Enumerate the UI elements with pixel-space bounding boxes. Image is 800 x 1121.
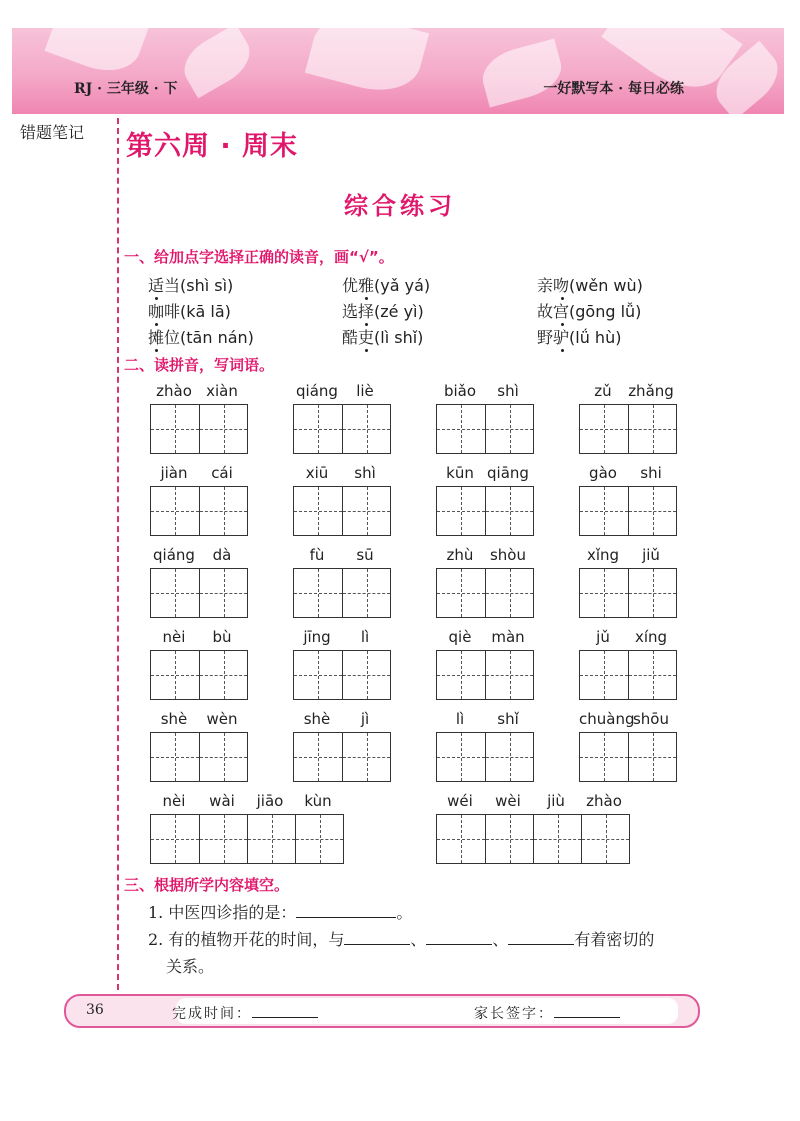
- writing-cell[interactable]: [437, 487, 485, 535]
- writing-cell[interactable]: [581, 815, 629, 863]
- pinyin-group: xiū shì: [293, 462, 391, 536]
- writing-cell[interactable]: [485, 651, 533, 699]
- q1-item: 亲吻(wěn wù): [537, 276, 643, 295]
- pinyin-group: zhào xiàn: [150, 380, 248, 454]
- writing-cell[interactable]: [628, 405, 676, 453]
- q1-item: 选择(zé yì): [342, 302, 424, 321]
- writing-cell[interactable]: [151, 487, 199, 535]
- answer-blank[interactable]: [508, 930, 574, 945]
- writing-cell[interactable]: [294, 487, 342, 535]
- writing-cell[interactable]: [247, 815, 295, 863]
- writing-cell[interactable]: [151, 733, 199, 781]
- pinyin-group: xǐng jiǔ: [579, 544, 677, 618]
- writing-cell[interactable]: [342, 651, 390, 699]
- finish-time: 完成时间：: [172, 1003, 318, 1023]
- header-banner: [12, 28, 784, 114]
- pinyin-group: jiàn cái: [150, 462, 248, 536]
- pinyin-group: qiáng liè: [293, 380, 391, 454]
- q1-item: 咖啡(kā lā): [148, 302, 231, 321]
- writing-cell[interactable]: [199, 487, 247, 535]
- pinyin-group: wéi wèi jiù zhào: [436, 790, 630, 864]
- q1-item: 故宫(gōng lǚ): [537, 302, 642, 321]
- answer-blank[interactable]: [344, 930, 410, 945]
- writing-cell[interactable]: [533, 815, 581, 863]
- writing-cell[interactable]: [294, 405, 342, 453]
- writing-cell[interactable]: [294, 733, 342, 781]
- answer-blank[interactable]: [426, 930, 492, 945]
- writing-cell[interactable]: [580, 487, 628, 535]
- writing-cell[interactable]: [628, 487, 676, 535]
- series-label: 一好默写本 · 每日必练: [543, 81, 684, 97]
- question-2-continued: 关系。: [166, 957, 215, 976]
- emphasis-dot: [365, 349, 368, 352]
- writing-cell[interactable]: [437, 733, 485, 781]
- writing-cell[interactable]: [485, 569, 533, 617]
- writing-cell[interactable]: [199, 569, 247, 617]
- emphasis-dot: [155, 349, 158, 352]
- pinyin-group: nèi wài jiāo kùn: [150, 790, 344, 864]
- pinyin-group: zǔ zhǎng: [579, 380, 677, 454]
- error-notes-label: 错题笔记: [20, 123, 85, 142]
- writing-cell[interactable]: [485, 405, 533, 453]
- writing-cell[interactable]: [580, 569, 628, 617]
- question-1: 1. 中医四诊指的是： 。: [148, 903, 413, 922]
- writing-cell[interactable]: [437, 569, 485, 617]
- pinyin-group: gào shi: [579, 462, 677, 536]
- question-2: 2. 有的植物开花的时间，与 、 、 有着密切的: [148, 930, 655, 949]
- pinyin-group: shè jì: [293, 708, 391, 782]
- q1-item: 优雅(yǎ yá): [342, 276, 431, 295]
- week-title: 第六周 · 周末: [126, 131, 299, 162]
- writing-cell[interactable]: [151, 405, 199, 453]
- pinyin-group: biǎo shì: [436, 380, 534, 454]
- margin-divider: [117, 118, 119, 990]
- emphasis-dot: [561, 349, 564, 352]
- section2-heading: 二、读拼音，写词语。: [124, 356, 275, 374]
- writing-cell[interactable]: [628, 733, 676, 781]
- writing-cell[interactable]: [151, 569, 199, 617]
- signature-blank[interactable]: [554, 1005, 620, 1018]
- section3-heading: 三、根据所学内容填空。: [124, 876, 290, 894]
- finish-time-blank[interactable]: [252, 1005, 318, 1018]
- page-title: 综合练习: [344, 192, 456, 220]
- pinyin-group: qiè màn: [436, 626, 534, 700]
- writing-cell[interactable]: [151, 815, 199, 863]
- writing-cell[interactable]: [485, 487, 533, 535]
- parent-signature: 家长签字：: [474, 1003, 620, 1023]
- writing-cell[interactable]: [437, 651, 485, 699]
- q1-item: 酷吏(lì shǐ): [342, 328, 424, 347]
- writing-cell[interactable]: [294, 651, 342, 699]
- writing-cell[interactable]: [628, 569, 676, 617]
- q1-item: 摊位(tān nán): [148, 328, 254, 347]
- pinyin-group: lì shǐ: [436, 708, 534, 782]
- writing-cell[interactable]: [342, 733, 390, 781]
- pinyin-group: qiáng dà: [150, 544, 248, 618]
- writing-cell[interactable]: [294, 569, 342, 617]
- q1-item: 野驴(lǘ hù): [537, 328, 622, 347]
- writing-cell[interactable]: [437, 815, 485, 863]
- writing-cell[interactable]: [199, 733, 247, 781]
- section1-heading: 一、给加点字选择正确的读音，画“√”。: [124, 248, 394, 266]
- pinyin-group: nèi bù: [150, 626, 248, 700]
- q1-item: 适当(shì sì): [148, 276, 234, 295]
- writing-cell[interactable]: [199, 651, 247, 699]
- grade-label: RJ · 三年级 · 下: [74, 81, 178, 97]
- pinyin-group: fù sū: [293, 544, 391, 618]
- writing-cell[interactable]: [437, 405, 485, 453]
- writing-cell[interactable]: [628, 651, 676, 699]
- writing-cell[interactable]: [580, 405, 628, 453]
- writing-cell[interactable]: [485, 815, 533, 863]
- pinyin-group: jīng lì: [293, 626, 391, 700]
- writing-cell[interactable]: [485, 733, 533, 781]
- writing-cell[interactable]: [580, 733, 628, 781]
- writing-cell[interactable]: [342, 405, 390, 453]
- writing-cell[interactable]: [151, 651, 199, 699]
- writing-cell[interactable]: [295, 815, 343, 863]
- answer-blank[interactable]: [296, 903, 396, 918]
- pinyin-group: jǔ xíng: [579, 626, 677, 700]
- writing-cell[interactable]: [342, 569, 390, 617]
- page-number: 36: [86, 1002, 104, 1018]
- writing-cell[interactable]: [342, 487, 390, 535]
- writing-cell[interactable]: [580, 651, 628, 699]
- pinyin-group: kūn qiāng: [436, 462, 534, 536]
- pinyin-group: zhù shòu: [436, 544, 534, 618]
- writing-cell[interactable]: [199, 815, 247, 863]
- pinyin-group: shè wèn: [150, 708, 248, 782]
- writing-cell[interactable]: [199, 405, 247, 453]
- pinyin-group: chuàng shōu: [579, 708, 677, 782]
